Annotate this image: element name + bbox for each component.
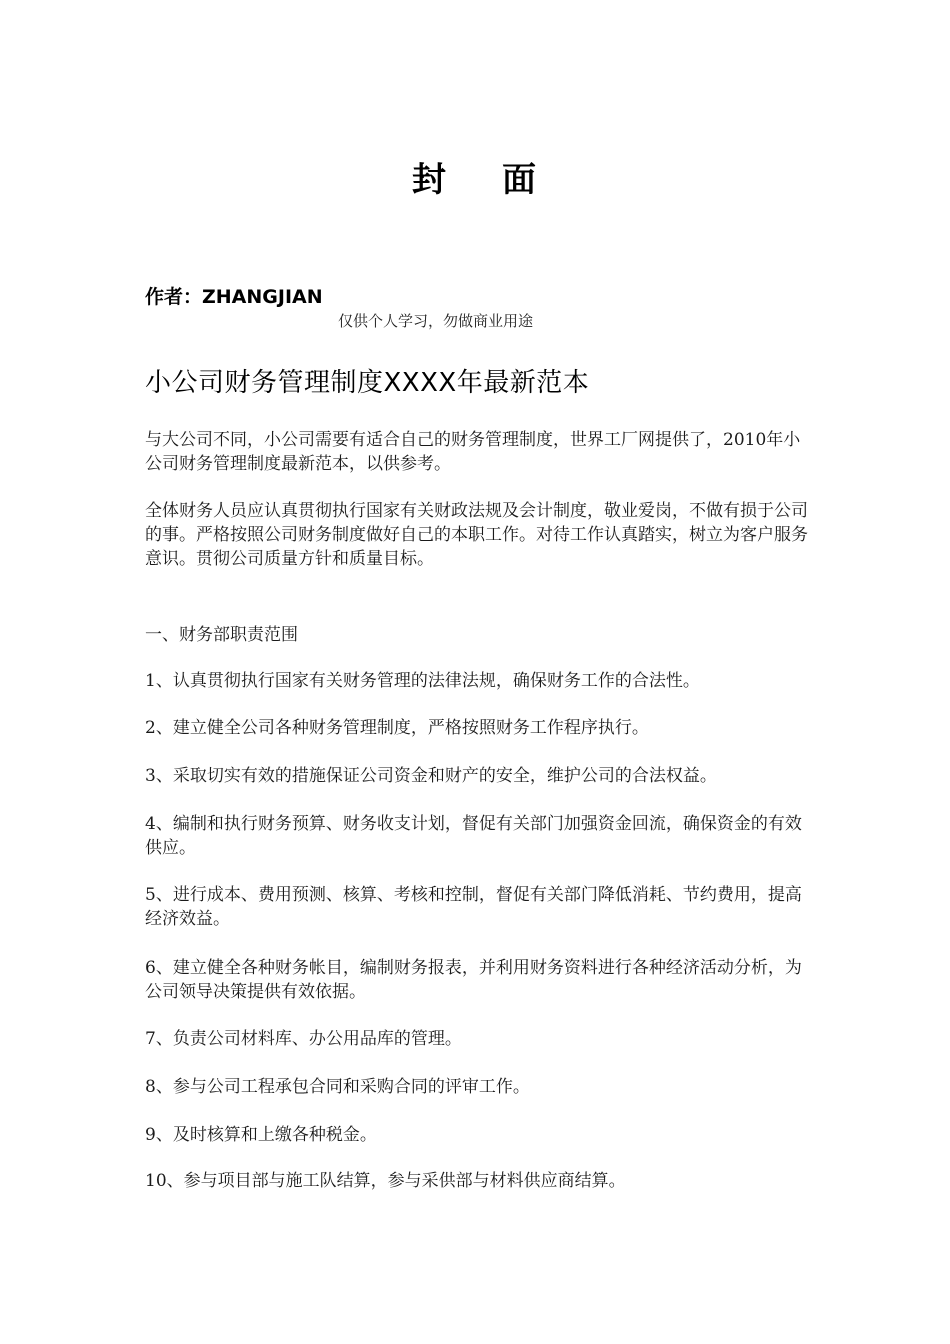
list-item: 9、及时核算和上缴各种税金。 xyxy=(145,1125,377,1145)
list-item: 7、负责公司材料库、办公用品库的管理。 xyxy=(145,1029,462,1049)
list-item: 3、采取切实有效的措施保证公司资金和财产的安全，维护公司的合法权益。 xyxy=(145,766,717,786)
list-item: 1、认真贯彻执行国家有关财务管理的法律法规，确保财务工作的合法性。 xyxy=(145,671,700,691)
disclaimer-note: 仅供个人学习，勿做商业用途 xyxy=(338,312,534,330)
list-item: 8、参与公司工程承包合同和采购合同的评审工作。 xyxy=(145,1077,530,1097)
section-heading: 一、财务部职责范围 xyxy=(145,625,298,645)
cover-title-char-1: 封 xyxy=(412,160,448,200)
author-line: 作者：ZHANGJIAN xyxy=(145,286,323,308)
list-item: 6、建立健全各种财务帐目，编制财务报表，并利用财务资料进行各种经济活动分析，为公司领导决策提供有效依据。 xyxy=(145,958,802,1002)
list-item: 2、建立健全公司各种财务管理制度，严格按照财务工作程序执行。 xyxy=(145,718,649,738)
cover-title xyxy=(0,152,950,201)
intro-paragraph: 与大公司不同，小公司需要有适合自己的财务管理制度，世界工厂网提供了，2010年小公司财务管理制度最新范本，以供参考。 xyxy=(145,430,801,474)
intro-paragraph: 全体财务人员应认真贯彻执行国家有关财政法规及会计制度，敬业爱岗，不做有损于公司的事。严格按照公司财务制度做好自己的本职工作。对待工作认真踏实，树立为客户服务意识。贯彻公司质量方针和质量目标。 xyxy=(145,501,808,569)
document-title: 小公司财务管理制度XXXX年最新范本 xyxy=(145,368,590,398)
cover-title-char-2: 面 xyxy=(502,160,538,200)
list-item: 4、编制和执行财务预算、财务收支计划，督促有关部门加强资金回流，确保资金的有效供应。 xyxy=(145,814,802,858)
list-item: 5、进行成本、费用预测、核算、考核和控制，督促有关部门降低消耗、节约费用，提高经济效益。 xyxy=(145,885,802,929)
list-item: 10、参与项目部与施工队结算，参与采供部与材料供应商结算。 xyxy=(145,1171,626,1191)
